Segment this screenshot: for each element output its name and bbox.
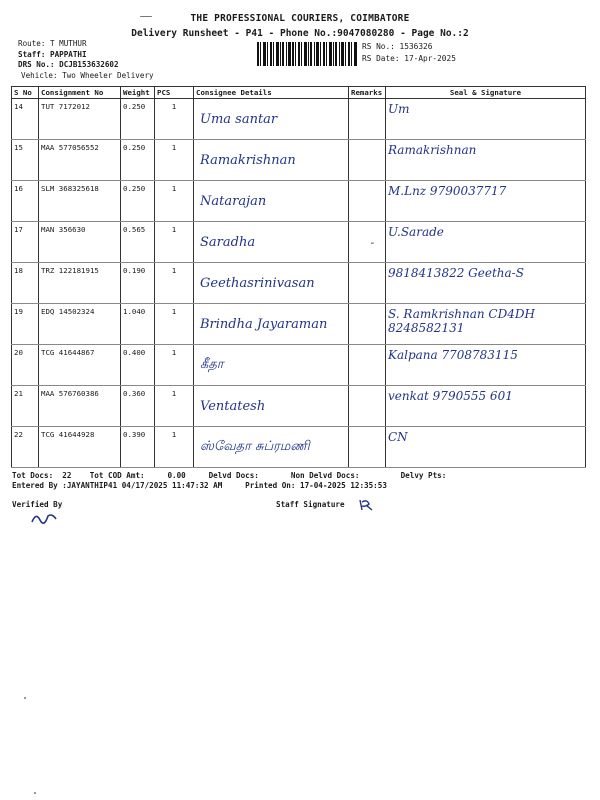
col-pcs: PCS (155, 87, 194, 99)
row-weight: 1.040 (121, 304, 155, 345)
row-signature (386, 99, 586, 140)
row-pcs: 1 (155, 222, 194, 263)
row-consignee: கீதா (194, 345, 349, 386)
signature-ink: U.Sarade (388, 225, 444, 239)
row-consignee: Brindha Jayaraman (194, 304, 349, 345)
row-sno: 20 (12, 345, 39, 386)
col-sno: S No (12, 87, 39, 99)
row-consignee: Natarajan (194, 181, 349, 222)
row-pcs: 1 (155, 263, 194, 304)
row-consignment-no: MAA 577056552 (39, 140, 121, 181)
runsheet-table (11, 86, 586, 468)
row-consignment-no: TCG 41644867 (39, 345, 121, 386)
row-sno: 18 (12, 263, 39, 304)
col-remarks: Remarks (349, 87, 386, 99)
row-signature (386, 222, 586, 263)
totals-block (12, 471, 446, 491)
row-weight: 0.250 (121, 99, 155, 140)
col-consignment: Consignment No (39, 87, 121, 99)
scan-speck (34, 792, 36, 794)
staff-signature-icon (357, 498, 375, 512)
rs-info (362, 41, 456, 65)
row-signature (386, 427, 586, 468)
signature-ink: M.Lnz 9790037717 (388, 184, 507, 198)
drs-number: DRS No.: DCJB153632602 (18, 60, 119, 69)
row-signature (386, 304, 586, 345)
signature-ink: Um (388, 102, 410, 116)
signature-ink: venkat 9790555 601 (388, 389, 513, 403)
row-sno: 17 (12, 222, 39, 263)
row-consignee: Saradha (194, 222, 349, 263)
row-sno: 15 (12, 140, 39, 181)
table-row (12, 386, 586, 427)
rs-number: RS No.: 1536326 (362, 42, 433, 51)
row-signature (386, 263, 586, 304)
verified-by-label: Verified By (12, 500, 63, 509)
barcode-icon (257, 42, 357, 66)
row-consignee: Ventatesh (194, 386, 349, 427)
totals-line: Tot Docs: 22 Tot COD Amt: 0.00 Delvd Docs: Non Delvd Docs: Delvy Pts: (12, 471, 447, 480)
row-sno: 14 (12, 99, 39, 140)
row-weight: 0.250 (121, 140, 155, 181)
row-pcs: 1 (155, 140, 194, 181)
row-pcs: 1 (155, 304, 194, 345)
staff-line: Staff: PAPPATHI (18, 49, 87, 59)
row-consignment-no: TUT 7172012 (39, 99, 121, 140)
row-remarks (349, 140, 386, 181)
row-consignee: Geethasrinivasan (194, 263, 349, 304)
row-consignment-no: MAN 356630 (39, 222, 121, 263)
row-remarks (349, 304, 386, 345)
table-row (12, 345, 586, 386)
row-pcs: 1 (155, 181, 194, 222)
row-weight: 0.400 (121, 345, 155, 386)
signature-ink: 9818413822 Geetha-S (388, 266, 524, 280)
table-row (12, 304, 586, 345)
table-row (12, 222, 586, 263)
row-consignment-no: TCG 41644928 (39, 427, 121, 468)
row-consignee: Ramakrishnan (194, 140, 349, 181)
row-remarks: - (349, 222, 386, 263)
table-row (12, 140, 586, 181)
signature-ink: Kalpana 7708783115 (388, 348, 518, 362)
row-pcs: 1 (155, 427, 194, 468)
scan-speck (24, 697, 26, 699)
table-row (12, 427, 586, 468)
table-header-row (12, 87, 586, 99)
row-consignment-no: MAA 576760386 (39, 386, 121, 427)
row-weight: 0.190 (121, 263, 155, 304)
row-sno: 22 (12, 427, 39, 468)
row-signature (386, 181, 586, 222)
vehicle-line: Vehicle: Two Wheeler Delivery (21, 70, 154, 80)
row-remarks (349, 181, 386, 222)
row-weight: 0.250 (121, 181, 155, 222)
row-weight: 0.565 (121, 222, 155, 263)
row-pcs: 1 (155, 99, 194, 140)
entered-by-line: Entered By :JAYANTHIP41 04/17/2025 11:47:32 AM Printed On: 17-04-2025 12:35:53 (12, 481, 387, 490)
row-signature (386, 345, 586, 386)
row-signature (386, 386, 586, 427)
row-weight: 0.360 (121, 386, 155, 427)
table-row (12, 181, 586, 222)
row-consignee: ஸ்வேதா சுப்ரமணி (194, 427, 349, 468)
row-remarks (349, 427, 386, 468)
row-sno: 16 (12, 181, 39, 222)
signature-ink: Ramakrishnan (388, 143, 477, 157)
staff-signature-label: Staff Signature (276, 500, 345, 509)
row-pcs: 1 (155, 386, 194, 427)
verified-signature-icon (30, 510, 60, 526)
row-remarks (349, 386, 386, 427)
row-remarks (349, 263, 386, 304)
row-sno: 19 (12, 304, 39, 345)
row-signature (386, 140, 586, 181)
signature-ink: CN (388, 430, 408, 444)
row-consignment-no: SLM 368325618 (39, 181, 121, 222)
route-line: Route: T MUTHUR (18, 39, 87, 48)
row-remarks (349, 345, 386, 386)
rs-date: RS Date: 17-Apr-2025 (362, 54, 456, 63)
table-row (12, 99, 586, 140)
runsheet-subtitle: Delivery Runsheet - P41 - Phone No.:9047080280 - Page No.:2 (131, 28, 469, 39)
signature-ink: S. Ramkrishnan CD4DH 8248582131 (388, 307, 535, 335)
col-signature: Seal & Signature (386, 87, 586, 99)
row-weight: 0.390 (121, 427, 155, 468)
row-consignment-no: TRZ 122181915 (39, 263, 121, 304)
row-sno: 21 (12, 386, 39, 427)
row-consignee: Uma santar (194, 99, 349, 140)
col-consignee: Consignee Details (194, 87, 349, 99)
table-row (12, 263, 586, 304)
scan-speck (140, 16, 152, 17)
company-title: THE PROFESSIONAL COURIERS, COIMBATORE (190, 13, 410, 24)
col-weight: Weight (121, 87, 155, 99)
route-info (18, 39, 154, 81)
row-pcs: 1 (155, 345, 194, 386)
row-remarks (349, 99, 386, 140)
row-consignment-no: EDQ 14502324 (39, 304, 121, 345)
